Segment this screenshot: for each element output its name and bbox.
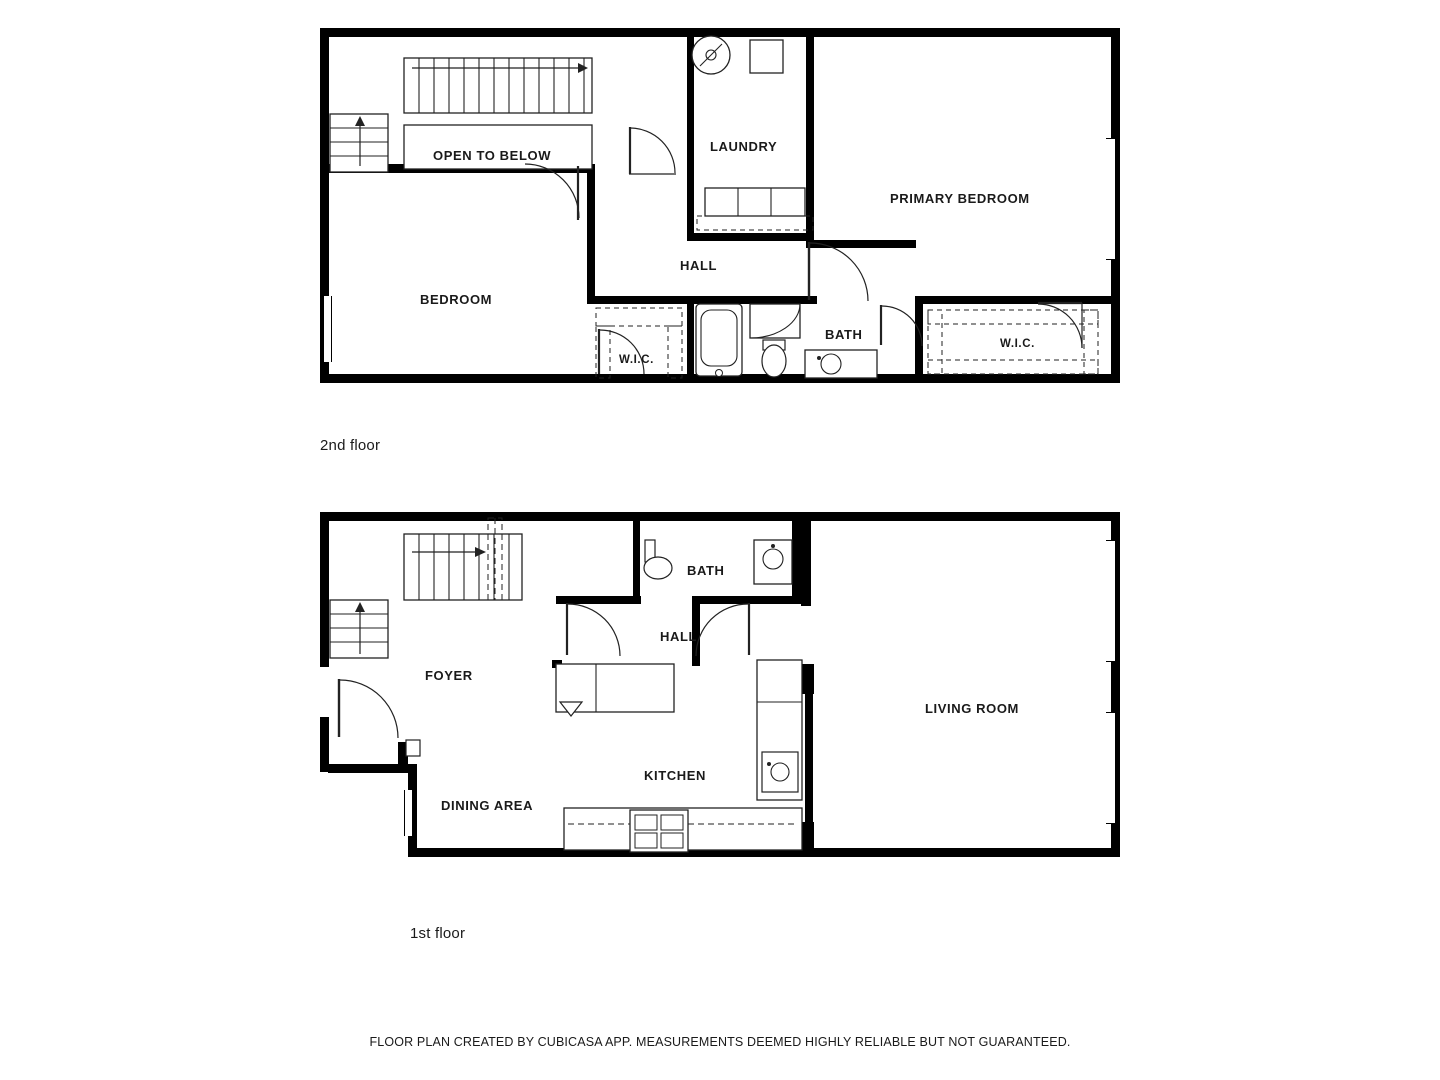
first-floor-plan — [320, 512, 1120, 867]
room-label-primary-bedroom: PRIMARY BEDROOM — [890, 191, 1030, 206]
second-floor-window-right-primary — [1106, 138, 1115, 260]
second-floor-window-left-bedroom — [323, 296, 332, 362]
room-label-open-to-below: OPEN TO BELOW — [433, 148, 552, 163]
room-label-first-bath: BATH — [687, 563, 725, 578]
room-label-wic-right: W.I.C. — [1000, 338, 1035, 350]
footer-disclaimer: FLOOR PLAN CREATED BY CUBICASA APP. MEASUREMENTS DEEMED HIGHLY RELIABLE BUT NOT GUARANTEED. — [369, 1035, 1071, 1049]
room-label-wic-left: W.I.C. — [619, 354, 654, 366]
room-label-bedroom: BEDROOM — [420, 292, 493, 307]
room-label-foyer: FOYER — [425, 668, 473, 683]
first-floor-window-right-lower — [1106, 712, 1115, 824]
room-label-first-hall: HALL — [660, 629, 698, 644]
room-label-living-room: LIVING ROOM — [925, 701, 1019, 716]
first-floor-caption: 1st floor — [410, 925, 466, 942]
room-label-hall: HALL — [680, 258, 718, 273]
room-label-bath: BATH — [825, 327, 863, 342]
second-floor-caption: 2nd floor — [320, 437, 381, 454]
room-label-kitchen: KITCHEN — [644, 768, 706, 783]
first-floor-window-dining-left — [404, 790, 413, 836]
room-label-dining-area: DINING AREA — [441, 798, 534, 813]
first-floor-window-right-upper — [1106, 540, 1115, 662]
room-label-laundry: LAUNDRY — [710, 139, 778, 154]
second-floor-plan — [320, 28, 1120, 383]
